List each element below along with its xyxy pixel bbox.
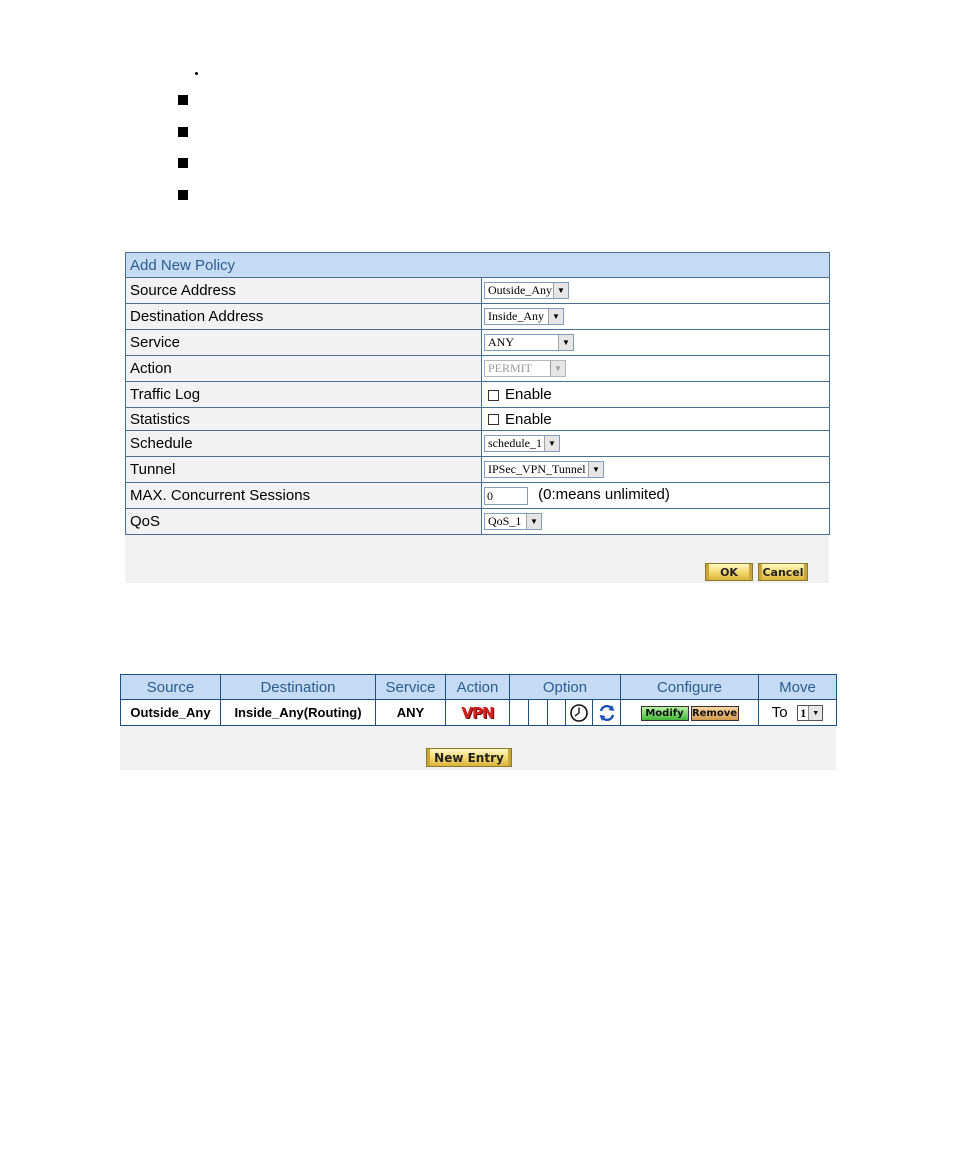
- move-to-label: To: [771, 703, 788, 721]
- statistics-checkbox[interactable]: [488, 414, 499, 425]
- action-label: Action: [126, 356, 482, 382]
- option-cell-schedule: [566, 700, 593, 725]
- cancel-button[interactable]: Cancel: [758, 563, 808, 581]
- add-policy-panel: [125, 252, 829, 583]
- action-select[interactable]: PERMIT ▼: [484, 360, 566, 377]
- new-entry-button[interactable]: New Entry: [426, 748, 512, 767]
- col-header-move: Move: [759, 675, 837, 700]
- refresh-icon: [597, 703, 617, 723]
- ok-button[interactable]: OK: [705, 563, 753, 581]
- tunnel-select[interactable]: IPSec_VPN_Tunnel ▼: [484, 461, 604, 478]
- row-move: [759, 700, 837, 726]
- destination-address-label: Destination Address: [126, 304, 482, 330]
- service-label: Service: [126, 330, 482, 356]
- tunnel-label: Tunnel: [126, 457, 482, 483]
- col-header-action: Action: [446, 675, 510, 700]
- source-address-label: Source Address: [126, 278, 482, 304]
- option-cell-tunnel: [593, 700, 620, 725]
- bullet-square: [178, 95, 188, 105]
- statistics-label: Statistics: [126, 408, 482, 431]
- row-source: Outside_Any: [121, 700, 221, 726]
- max-sessions-hint: (0:means unlimited): [538, 486, 670, 504]
- chevron-down-icon: ▼: [553, 283, 568, 298]
- max-sessions-label: MAX. Concurrent Sessions: [126, 483, 482, 509]
- table-row: [121, 700, 837, 726]
- chevron-down-icon: ▼: [808, 706, 822, 720]
- option-cell-empty: [510, 700, 529, 725]
- service-select[interactable]: ANY ▼: [484, 334, 574, 351]
- row-service: ANY: [376, 700, 446, 726]
- chevron-down-icon: ▼: [588, 462, 603, 477]
- source-address-select[interactable]: Outside_Any ▼: [484, 282, 569, 299]
- chevron-down-icon: ▼: [548, 309, 563, 324]
- option-cell-empty: [529, 700, 548, 725]
- chevron-down-icon: ▼: [544, 436, 559, 451]
- col-header-destination: Destination: [221, 675, 376, 700]
- vpn-icon: VPN: [461, 703, 494, 722]
- modify-button[interactable]: Modify: [641, 706, 689, 721]
- add-policy-table: [125, 252, 830, 535]
- traffic-log-label: Traffic Log: [126, 382, 482, 408]
- row-action: [446, 700, 510, 726]
- chevron-down-icon: ▼: [526, 514, 541, 529]
- traffic-log-checkbox[interactable]: [488, 390, 499, 401]
- bullet-list: [0, 0, 954, 220]
- col-header-option: Option: [510, 675, 621, 700]
- remove-button[interactable]: Remove: [691, 707, 738, 719]
- traffic-log-enable-label: Enable: [505, 386, 552, 403]
- bullet-square: [178, 158, 188, 168]
- col-header-service: Service: [376, 675, 446, 700]
- bullet-dot: [195, 72, 198, 75]
- schedule-select[interactable]: schedule_1 ▼: [484, 435, 560, 452]
- move-position-select[interactable]: 1 ▼: [797, 705, 823, 721]
- bullet-square: [178, 127, 188, 137]
- row-destination: Inside_Any(Routing): [221, 700, 376, 726]
- bullet-square: [178, 190, 188, 200]
- policy-list-table: [120, 674, 837, 726]
- col-header-source: Source: [121, 675, 221, 700]
- qos-select[interactable]: QoS_1 ▼: [484, 513, 542, 530]
- clock-icon: [569, 703, 589, 723]
- max-sessions-input[interactable]: 0: [484, 487, 528, 505]
- row-configure: [621, 700, 759, 726]
- statistics-enable-label: Enable: [505, 410, 552, 428]
- destination-address-select[interactable]: Inside_Any ▼: [484, 308, 564, 325]
- chevron-down-icon: ▼: [558, 335, 573, 350]
- add-policy-title: Add New Policy: [126, 253, 830, 278]
- schedule-label: Schedule: [126, 431, 482, 457]
- row-option: [510, 700, 621, 726]
- col-header-configure: Configure: [621, 675, 759, 700]
- qos-label: QoS: [126, 509, 482, 535]
- chevron-down-icon: ▼: [550, 361, 565, 376]
- policy-list-panel: [120, 674, 836, 770]
- option-cell-empty: [548, 700, 567, 725]
